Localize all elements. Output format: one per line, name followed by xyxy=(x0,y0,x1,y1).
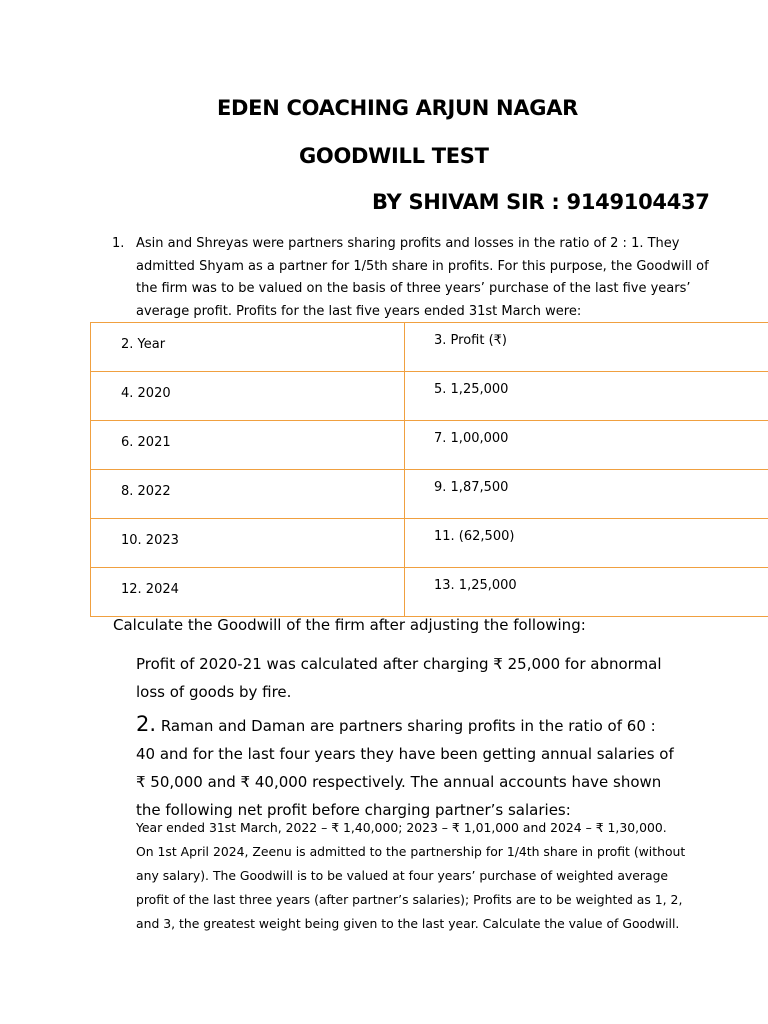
question-2-block xyxy=(136,650,676,824)
question-2-details xyxy=(136,816,696,936)
table-cell: 11. (62,500) xyxy=(434,529,515,544)
table-row xyxy=(91,470,768,519)
table-cell: 4. 2020 xyxy=(121,386,171,401)
table-cell: 13. 1,25,000 xyxy=(434,578,517,593)
table-cell: 9. 1,87,500 xyxy=(434,480,509,495)
table-cell: 10. 2023 xyxy=(121,533,179,548)
table-row xyxy=(91,323,768,372)
table-cell: 7. 1,00,000 xyxy=(434,431,509,446)
question-2-line: profit of the last three years (after partner’s salaries); Profits are to be weighted as 1, 2, xyxy=(136,892,683,907)
question-2-line: On 1st April 2024, Zeenu is admitted to the partnership for 1/4th share in profit (without xyxy=(136,844,686,859)
question-1 xyxy=(112,233,712,323)
question-2-intro xyxy=(136,710,676,824)
question-2-line: any salary). The Goodwill is to be valued at four years’ purchase of weighted average xyxy=(136,868,669,883)
question-1-instruction: Calculate the Goodwill of the firm after adjusting the following: xyxy=(113,616,586,634)
question-1-text: Asin and Shreyas were partners sharing profits and losses in the ratio of 2 : 1. They admitted Shyam as a partner for 1/5th share in profits. For this purpose, the Goodwill of the firm was to be valued on the basis of three years’ purchase of the last five years’ average profit. Profits for the last five years ended 31st March were: xyxy=(136,236,709,319)
question-1-adjustment: Profit of 2020-21 was calculated after charging ₹ 25,000 for abnormal loss of goods by fire. xyxy=(136,655,662,701)
table-row xyxy=(91,568,768,617)
question-2-number: 2. xyxy=(136,712,157,736)
question-1-number: 1. xyxy=(112,236,125,251)
table-cell: 2. Year xyxy=(121,337,166,352)
profit-table xyxy=(90,322,768,617)
question-2-text: Raman and Daman are partners sharing profits in the ratio of 60 : 40 and for the last four years they have been getting annual salaries of ₹ 50,000 and ₹ 40,000 respectively. The annual accounts have shown the following net profit before charging partner’s salaries: xyxy=(136,717,674,819)
table-row xyxy=(91,372,768,421)
question-2-line: and 3, the greatest weight being given to the last year. Calculate the value of Goodwill. xyxy=(136,916,680,931)
table-row xyxy=(91,421,768,470)
table-cell: 12. 2024 xyxy=(121,582,179,597)
table-cell: 3. Profit (₹) xyxy=(434,333,507,348)
table-row xyxy=(91,519,768,568)
table-cell: 8. 2022 xyxy=(121,484,171,499)
table-cell: 6. 2021 xyxy=(121,435,171,450)
title-coaching-name: EDEN COACHING ARJUN NAGAR xyxy=(217,96,579,120)
title-teacher-contact: BY SHIVAM SIR : 9149104437 xyxy=(372,190,710,214)
title-test-name: GOODWILL TEST xyxy=(299,144,489,168)
table-cell: 5. 1,25,000 xyxy=(434,382,509,397)
question-2-line: Year ended 31st March, 2022 – ₹ 1,40,000; 2023 – ₹ 1,01,000 and 2024 – ₹ 1,30,000. xyxy=(136,820,667,835)
